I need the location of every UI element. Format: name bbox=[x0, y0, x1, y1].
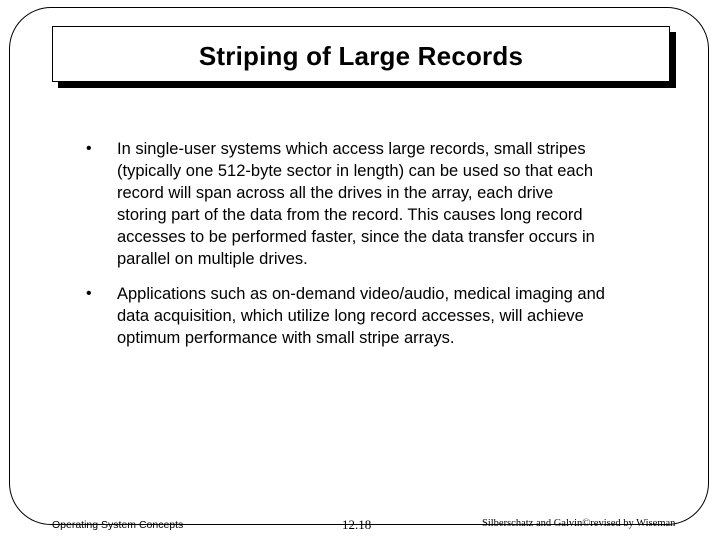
bullet-item bbox=[86, 283, 606, 349]
title-box bbox=[52, 26, 670, 82]
bullet-text: In single-user systems which access large records, small stripes (typically one 512-byte sector in length) can be used so that each record will span across all the drives in the array, each drive storing part of the data from the record. This causes long record accesses to be performed faster, since the data transfer occurs in parallel on multiple drives. bbox=[117, 140, 595, 268]
footer-course-name: Operating System Concepts bbox=[52, 519, 184, 531]
bullet-list bbox=[86, 138, 606, 362]
bullet-item bbox=[86, 138, 606, 270]
bullet-marker: • bbox=[86, 140, 92, 157]
bullet-text: Applications such as on-demand video/audio, medical imaging and data acquisition, which utilize long record accesses, will achieve optimum performance with small stripe arrays. bbox=[117, 285, 605, 347]
slide-title: Striping of Large Records bbox=[198, 40, 524, 71]
bullet-marker: • bbox=[86, 285, 92, 302]
footer-credits: Silberschatz and Galvin©revised by Wiseman bbox=[482, 518, 676, 529]
footer-page-number: 12.18 bbox=[342, 517, 372, 532]
